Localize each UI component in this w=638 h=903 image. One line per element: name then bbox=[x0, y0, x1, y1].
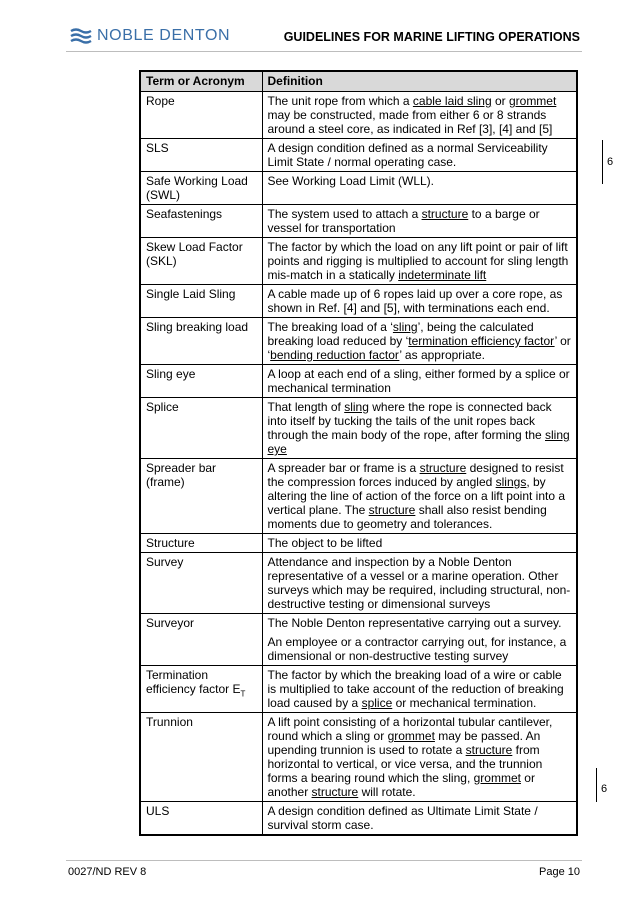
definition-cell: That length of sling where the rope is connected back into itself by tucking the tails of the unit ropes back through the main body of the rope, after forming the sling eye bbox=[262, 398, 577, 459]
term-cell: Rope bbox=[140, 92, 262, 139]
page-header bbox=[66, 22, 582, 52]
definition-cell: The factor by which the load on any lift point or pair of lift points and rigging is multiplied to account for sling length mis-match in a statically indeterminate lift bbox=[262, 238, 577, 285]
table-row bbox=[140, 398, 577, 459]
table-row bbox=[140, 238, 577, 285]
definition-cell: The system used to attach a structure to a barge or vessel for transportation bbox=[262, 205, 577, 238]
revision-number: 6 bbox=[607, 156, 614, 168]
definition-cell: The Noble Denton representative carrying out a survey. An employee or a contractor carrying out, for instance, a dimensional or non-destructive testing survey bbox=[262, 614, 577, 666]
definition-cell: A lift point consisting of a horizontal tubular cantilever, round which a sling or grommet may be passed. An upending trunnion is used to rotate a structure from horizontal to vertical, or vice versa, and the trunnion forms a bearing round which the sling, grommet or another structure will rotate. bbox=[262, 713, 577, 802]
term-cell: Splice bbox=[140, 398, 262, 459]
table-row bbox=[140, 534, 577, 553]
revision-bar bbox=[596, 768, 597, 802]
definition-cell: A loop at each end of a sling, either formed by a splice or mechanical termination bbox=[262, 365, 577, 398]
table-row bbox=[140, 802, 577, 836]
term-cell: Surveyor bbox=[140, 614, 262, 666]
table-row bbox=[140, 285, 577, 318]
revision-bar bbox=[602, 140, 603, 184]
footer-divider bbox=[66, 860, 582, 861]
definition-cell: See Working Load Limit (WLL). bbox=[262, 172, 577, 205]
table-row bbox=[140, 459, 577, 534]
definition-cell: A design condition defined as a normal Serviceability Limit State / normal operating case. bbox=[262, 139, 577, 172]
definition-cell: The unit rope from which a cable laid sling or grommet may be constructed, made from either 6 or 8 strands around a steel core, as indicated in Ref [3], [4] and [5] bbox=[262, 92, 577, 139]
table-row bbox=[140, 92, 577, 139]
term-cell: Spreader bar (frame) bbox=[140, 459, 262, 534]
wave-logo-icon bbox=[70, 28, 92, 44]
table-row bbox=[140, 172, 577, 205]
table-row bbox=[140, 713, 577, 802]
term-column-header: Term or Acronym bbox=[140, 71, 262, 92]
document-reference: 0027/ND REV 8 bbox=[68, 866, 147, 878]
term-cell: Single Laid Sling bbox=[140, 285, 262, 318]
definition-cell: The factor by which the breaking load of a wire or cable is multiplied to take account of the reduction of breaking load caused by a splice or mechanical termination. bbox=[262, 666, 577, 713]
definition-cell: Attendance and inspection by a Noble Denton representative of a vessel or a marine operation. Other surveys which may be required, including structural, non-destructive testing or dimensional surveys bbox=[262, 553, 577, 614]
term-cell: Sling breaking load bbox=[140, 318, 262, 365]
table-row bbox=[140, 139, 577, 172]
term-cell: Sling eye bbox=[140, 365, 262, 398]
definitions-table bbox=[139, 70, 578, 836]
table-header-row bbox=[140, 71, 577, 92]
term-cell: Skew Load Factor (SKL) bbox=[140, 238, 262, 285]
term-cell: SLS bbox=[140, 139, 262, 172]
company-logo bbox=[70, 27, 230, 45]
definition-cell: A design condition defined as Ultimate Limit State / survival storm case. bbox=[262, 802, 577, 836]
table-row bbox=[140, 666, 577, 713]
table-row bbox=[140, 614, 577, 666]
definition-cell: The breaking load of a ‘sling’, being the calculated breaking load reduced by ‘termination efficiency factor’ or ‘bending reduction factor’ as appropriate. bbox=[262, 318, 577, 365]
term-cell: Safe Working Load (SWL) bbox=[140, 172, 262, 205]
term-cell: Trunnion bbox=[140, 713, 262, 802]
revision-number: 6 bbox=[601, 783, 608, 795]
term-cell: ULS bbox=[140, 802, 262, 836]
table-row bbox=[140, 318, 577, 365]
definition-cell: The object to be lifted bbox=[262, 534, 577, 553]
term-cell: Survey bbox=[140, 553, 262, 614]
term-cell: Structure bbox=[140, 534, 262, 553]
table-row bbox=[140, 365, 577, 398]
definition-cell: A spreader bar or frame is a structure designed to resist the compression forces induced by angled slings, by altering the line of action of the force on a lift point into a vertical plane. The structure shall also resist bending moments due to geometry and tolerances. bbox=[262, 459, 577, 534]
term-cell: Termination efficiency factor $E_T$ bbox=[140, 666, 262, 713]
page-number: Page 10 bbox=[539, 866, 580, 878]
definition-cell: A cable made up of 6 ropes laid up over a core rope, as shown in Ref. [4] and [5], with terminations each end. bbox=[262, 285, 577, 318]
definitions-body bbox=[140, 92, 577, 836]
table-row bbox=[140, 205, 577, 238]
definition-column-header: Definition bbox=[262, 71, 577, 92]
table-row bbox=[140, 553, 577, 614]
logo-text: NOBLE DENTON bbox=[97, 27, 231, 44]
term-cell: Seafastenings bbox=[140, 205, 262, 238]
header-divider bbox=[66, 51, 582, 52]
document-title: GUIDELINES FOR MARINE LIFTING OPERATIONS bbox=[283, 30, 580, 44]
